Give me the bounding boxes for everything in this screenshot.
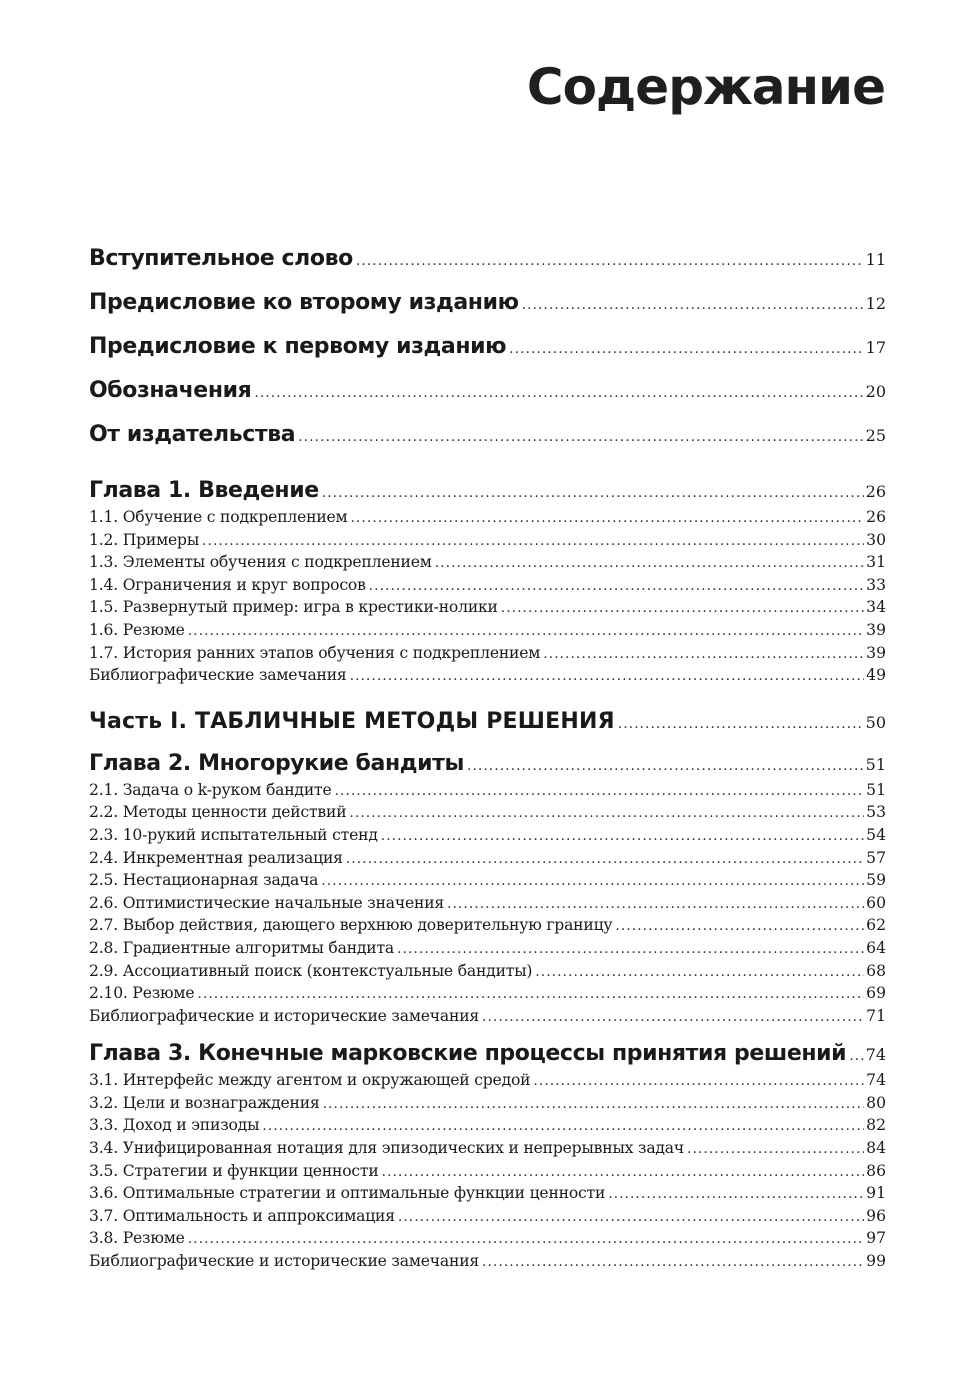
section-label: 3.8. Резюме	[89, 1229, 185, 1248]
section-page: 49	[866, 666, 886, 685]
toc-section[interactable]	[89, 1139, 886, 1162]
section-page: 57	[866, 848, 886, 867]
section-page: 39	[866, 643, 886, 662]
dot-leader	[482, 1009, 864, 1025]
section-label: 2.7. Выбор действия, дающего верхнюю доверительную границу	[89, 916, 613, 935]
toc-entry-front[interactable]	[89, 246, 886, 290]
dot-leader	[381, 828, 864, 844]
toc-section[interactable]	[89, 621, 886, 644]
section-page: 39	[866, 620, 886, 639]
section-label: 2.9. Ассоциативный поиск (контекстуальные бандиты)	[89, 961, 533, 980]
section-label: 2.5. Нестационарная задача	[89, 871, 319, 890]
section-label: 2.2. Методы ценности действий	[89, 803, 347, 822]
section-label: 1.5. Развернутый пример: игра в крестики-нолики	[89, 598, 498, 617]
dot-leader	[202, 533, 864, 549]
toc-section[interactable]	[89, 553, 886, 576]
dot-leader	[398, 1209, 864, 1225]
toc-entry-page: 20	[865, 382, 886, 401]
chapter-page: 51	[865, 754, 886, 774]
section-page: 69	[866, 984, 886, 1003]
dot-leader	[397, 941, 864, 957]
chapter-page: 26	[865, 482, 886, 501]
section-page: 96	[866, 1206, 886, 1225]
toc-entry-page: 25	[865, 426, 886, 445]
toc-entry-front[interactable]	[89, 422, 886, 466]
toc-entry-page: 12	[865, 294, 886, 313]
section-page: 31	[866, 553, 886, 572]
toc-entry-front[interactable]	[89, 334, 886, 378]
section-label: 2.8. Градиентные алгоритмы бандита	[89, 938, 395, 957]
toc-section[interactable]	[89, 916, 886, 939]
chapter-page: 74	[865, 1045, 886, 1065]
toc-section[interactable]	[89, 803, 886, 826]
section-page: 54	[866, 825, 886, 844]
toc-entry-page: 11	[865, 250, 886, 269]
toc-section[interactable]	[89, 1207, 886, 1230]
dot-leader	[323, 1096, 865, 1112]
dot-leader	[382, 1164, 865, 1180]
part-page: 50	[865, 712, 886, 732]
toc-entry-label: Вступительное слово	[89, 246, 353, 271]
dot-leader	[197, 986, 864, 1002]
dot-leader	[262, 1118, 864, 1134]
section-page: 26	[866, 508, 886, 526]
dot-leader	[322, 485, 864, 501]
section-page: 71	[866, 1006, 886, 1025]
dot-leader	[447, 896, 864, 912]
toc-section[interactable]	[89, 666, 886, 689]
toc-section[interactable]	[89, 1071, 886, 1094]
toc-chapter-1[interactable]	[89, 478, 886, 508]
section-page: 60	[866, 893, 886, 912]
dot-leader	[321, 873, 864, 889]
toc-section[interactable]	[89, 644, 886, 667]
section-page: 33	[866, 575, 886, 594]
section-page: 80	[866, 1093, 886, 1112]
section-page: 91	[866, 1184, 886, 1203]
dot-leader	[349, 805, 864, 821]
dot-leader	[369, 578, 864, 594]
section-page: 30	[866, 530, 886, 549]
section-page: 68	[866, 961, 886, 980]
section-page: 34	[866, 598, 886, 617]
section-label: 2.1. Задача о k-руком бандите	[89, 780, 332, 799]
section-label: 3.5. Стратегии и функции ценности	[89, 1161, 379, 1180]
dot-leader	[533, 1073, 864, 1089]
dot-leader	[482, 1254, 864, 1270]
table-of-contents	[89, 246, 886, 1275]
toc-section[interactable]	[89, 1184, 886, 1207]
section-label: 3.2. Цели и вознаграждения	[89, 1093, 320, 1112]
dot-leader	[188, 1231, 864, 1247]
chapter-title: Глава 3. Конечные марковские процессы принятия решений	[89, 1041, 847, 1067]
toc-section[interactable]	[89, 508, 886, 531]
section-label: 1.6. Резюме	[89, 620, 185, 639]
section-label: 3.3. Доход и эпизоды	[89, 1116, 260, 1135]
toc-entry-label: Предисловие к первому изданию	[89, 334, 507, 359]
toc-section[interactable]	[89, 871, 886, 894]
section-page: 53	[866, 803, 886, 822]
chapter-title: Глава 1. Введение	[89, 478, 319, 503]
toc-section[interactable]	[89, 1007, 886, 1030]
section-label: Библиографические и исторические замечания	[89, 1252, 480, 1271]
dot-leader	[356, 253, 864, 269]
toc-chapter-2[interactable]	[89, 751, 886, 781]
toc-section[interactable]	[89, 781, 886, 804]
dot-leader	[298, 429, 863, 445]
dot-leader	[849, 1048, 863, 1064]
section-label: 1.2. Примеры	[89, 530, 200, 549]
section-page: 64	[866, 938, 886, 957]
section-label: 2.4. Инкрементная реализация	[89, 848, 343, 867]
toc-section[interactable]	[89, 894, 886, 917]
dot-leader	[509, 341, 863, 357]
toc-section[interactable]	[89, 826, 886, 849]
section-label: 3.1. Интерфейс между агентом и окружающей средой	[89, 1071, 531, 1090]
dot-leader	[254, 385, 863, 401]
section-page: 59	[866, 871, 886, 890]
section-label: 1.4. Ограничения и круг вопросов	[89, 575, 366, 594]
toc-section[interactable]	[89, 984, 886, 1007]
toc-chapter-3[interactable]	[89, 1041, 886, 1071]
section-label: Библиографические и исторические замечания	[89, 1006, 480, 1025]
section-label: 1.1. Обучение с подкреплением	[89, 508, 348, 526]
toc-entry-front[interactable]	[89, 290, 886, 334]
dot-leader	[188, 623, 864, 639]
toc-section[interactable]	[89, 939, 886, 962]
section-page: 84	[866, 1139, 886, 1158]
dot-leader	[543, 646, 864, 662]
section-page: 62	[866, 916, 886, 935]
section-label: 1.7. История ранних этапов обучения с подкреплением	[89, 643, 541, 662]
section-page: 86	[866, 1161, 886, 1180]
toc-entry-label: От издательства	[89, 422, 296, 447]
chapter-title: Глава 2. Многорукие бандиты	[89, 750, 464, 776]
toc-section[interactable]	[89, 962, 886, 985]
toc-section[interactable]	[89, 531, 886, 554]
page-title: Содержание	[526, 58, 885, 116]
dot-leader	[501, 600, 864, 616]
section-page: 51	[866, 780, 886, 799]
dot-leader	[608, 1186, 864, 1202]
toc-section[interactable]	[89, 576, 886, 599]
toc-section[interactable]	[89, 1252, 886, 1275]
section-label: 3.6. Оптимальные стратегии и оптимальные функции ценности	[89, 1184, 606, 1203]
dot-leader	[687, 1141, 864, 1157]
section-label: 2.6. Оптимистические начальные значения	[89, 893, 445, 912]
dot-leader	[346, 851, 864, 867]
toc-section[interactable]	[89, 1229, 886, 1252]
toc-section[interactable]	[89, 1116, 886, 1139]
dot-leader	[334, 783, 864, 799]
dot-leader	[615, 918, 864, 934]
toc-part-1[interactable]	[89, 709, 886, 739]
toc-entry-front[interactable]	[89, 378, 886, 422]
section-label: 3.7. Оптимальность и аппроксимация	[89, 1206, 395, 1225]
dot-leader	[435, 555, 864, 571]
toc-section[interactable]	[89, 1094, 886, 1117]
toc-section[interactable]	[89, 1162, 886, 1185]
dot-leader	[350, 510, 864, 526]
section-page: 74	[866, 1071, 886, 1090]
toc-entry-label: Предисловие ко второму изданию	[89, 290, 519, 315]
toc-section[interactable]	[89, 598, 886, 621]
dot-leader	[618, 716, 864, 732]
dot-leader	[350, 668, 865, 684]
section-page: 99	[866, 1252, 886, 1271]
toc-entry-page: 17	[865, 338, 886, 357]
dot-leader	[467, 758, 864, 774]
section-label: 1.3. Элементы обучения с подкреплением	[89, 553, 432, 572]
section-label: 2.3. 10-рукий испытательный стенд	[89, 825, 378, 844]
section-label: 2.10. Резюме	[89, 984, 195, 1003]
dot-leader	[522, 297, 864, 313]
section-label: Библиографические замечания	[89, 666, 347, 685]
toc-section[interactable]	[89, 849, 886, 872]
toc-entry-label: Обозначения	[89, 378, 252, 403]
part-title: Часть I. ТАБЛИЧНЫЕ МЕТОДЫ РЕШЕНИЯ	[89, 708, 615, 734]
section-page: 97	[866, 1229, 886, 1248]
section-page: 82	[866, 1116, 886, 1135]
dot-leader	[535, 964, 864, 980]
section-label: 3.4. Унифицированная нотация для эпизодических и непрерывных задач	[89, 1139, 685, 1158]
